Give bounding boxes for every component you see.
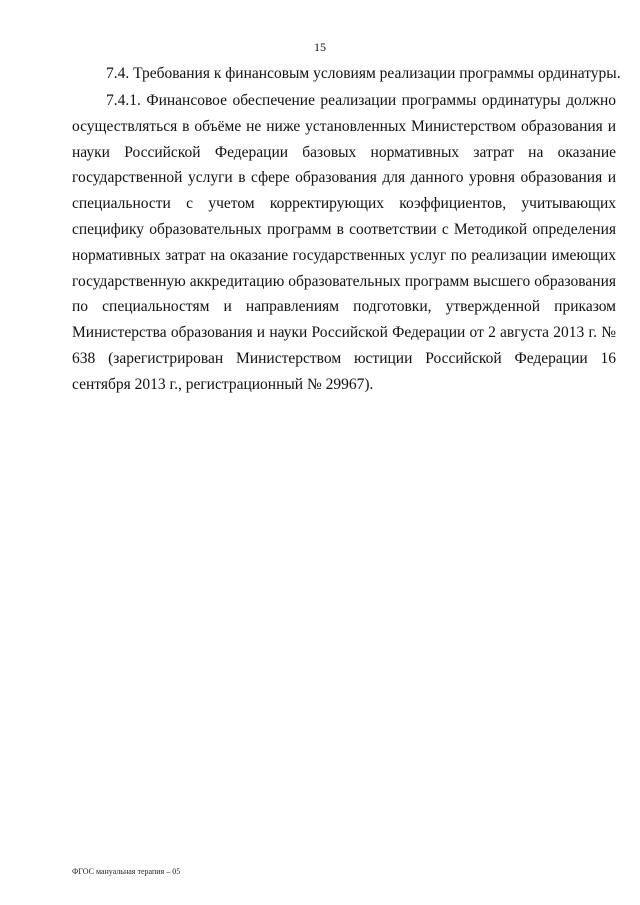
body-paragraph: 7.4.1. Финансовое обеспечение реализации программы ординатуры должно осуществляться в объёме не ниже установленных Министерством образования и науки Российской Федерации базовых нормативных затрат на оказание государственной услуги в сфере образования для данного уровня образования и специальности с учетом корректирующих коэффициентов, учитывающих специфику образовательных программ в соответствии с Методикой определения нормативных затрат на оказание государственных услуг по реализации имеющих государственную аккредитацию образовательных программ высшего образования по специальностям и направлениям подготовки, утвержденной приказом Министерства образования и науки Российской Федерации от 2 августа 2013 г. № 638 (зарегистрирован Министерством юстиции Российской Федерации 16 сентября 2013 г., регистрационный № 29967).: [72, 92, 616, 393]
page-number: 15: [314, 40, 326, 54]
section-heading: 7.4. Требования к финансовым условиям реализации программы ординатуры.: [106, 65, 621, 82]
footer-label: ФГОС мануальная терапия – 05: [72, 867, 181, 876]
